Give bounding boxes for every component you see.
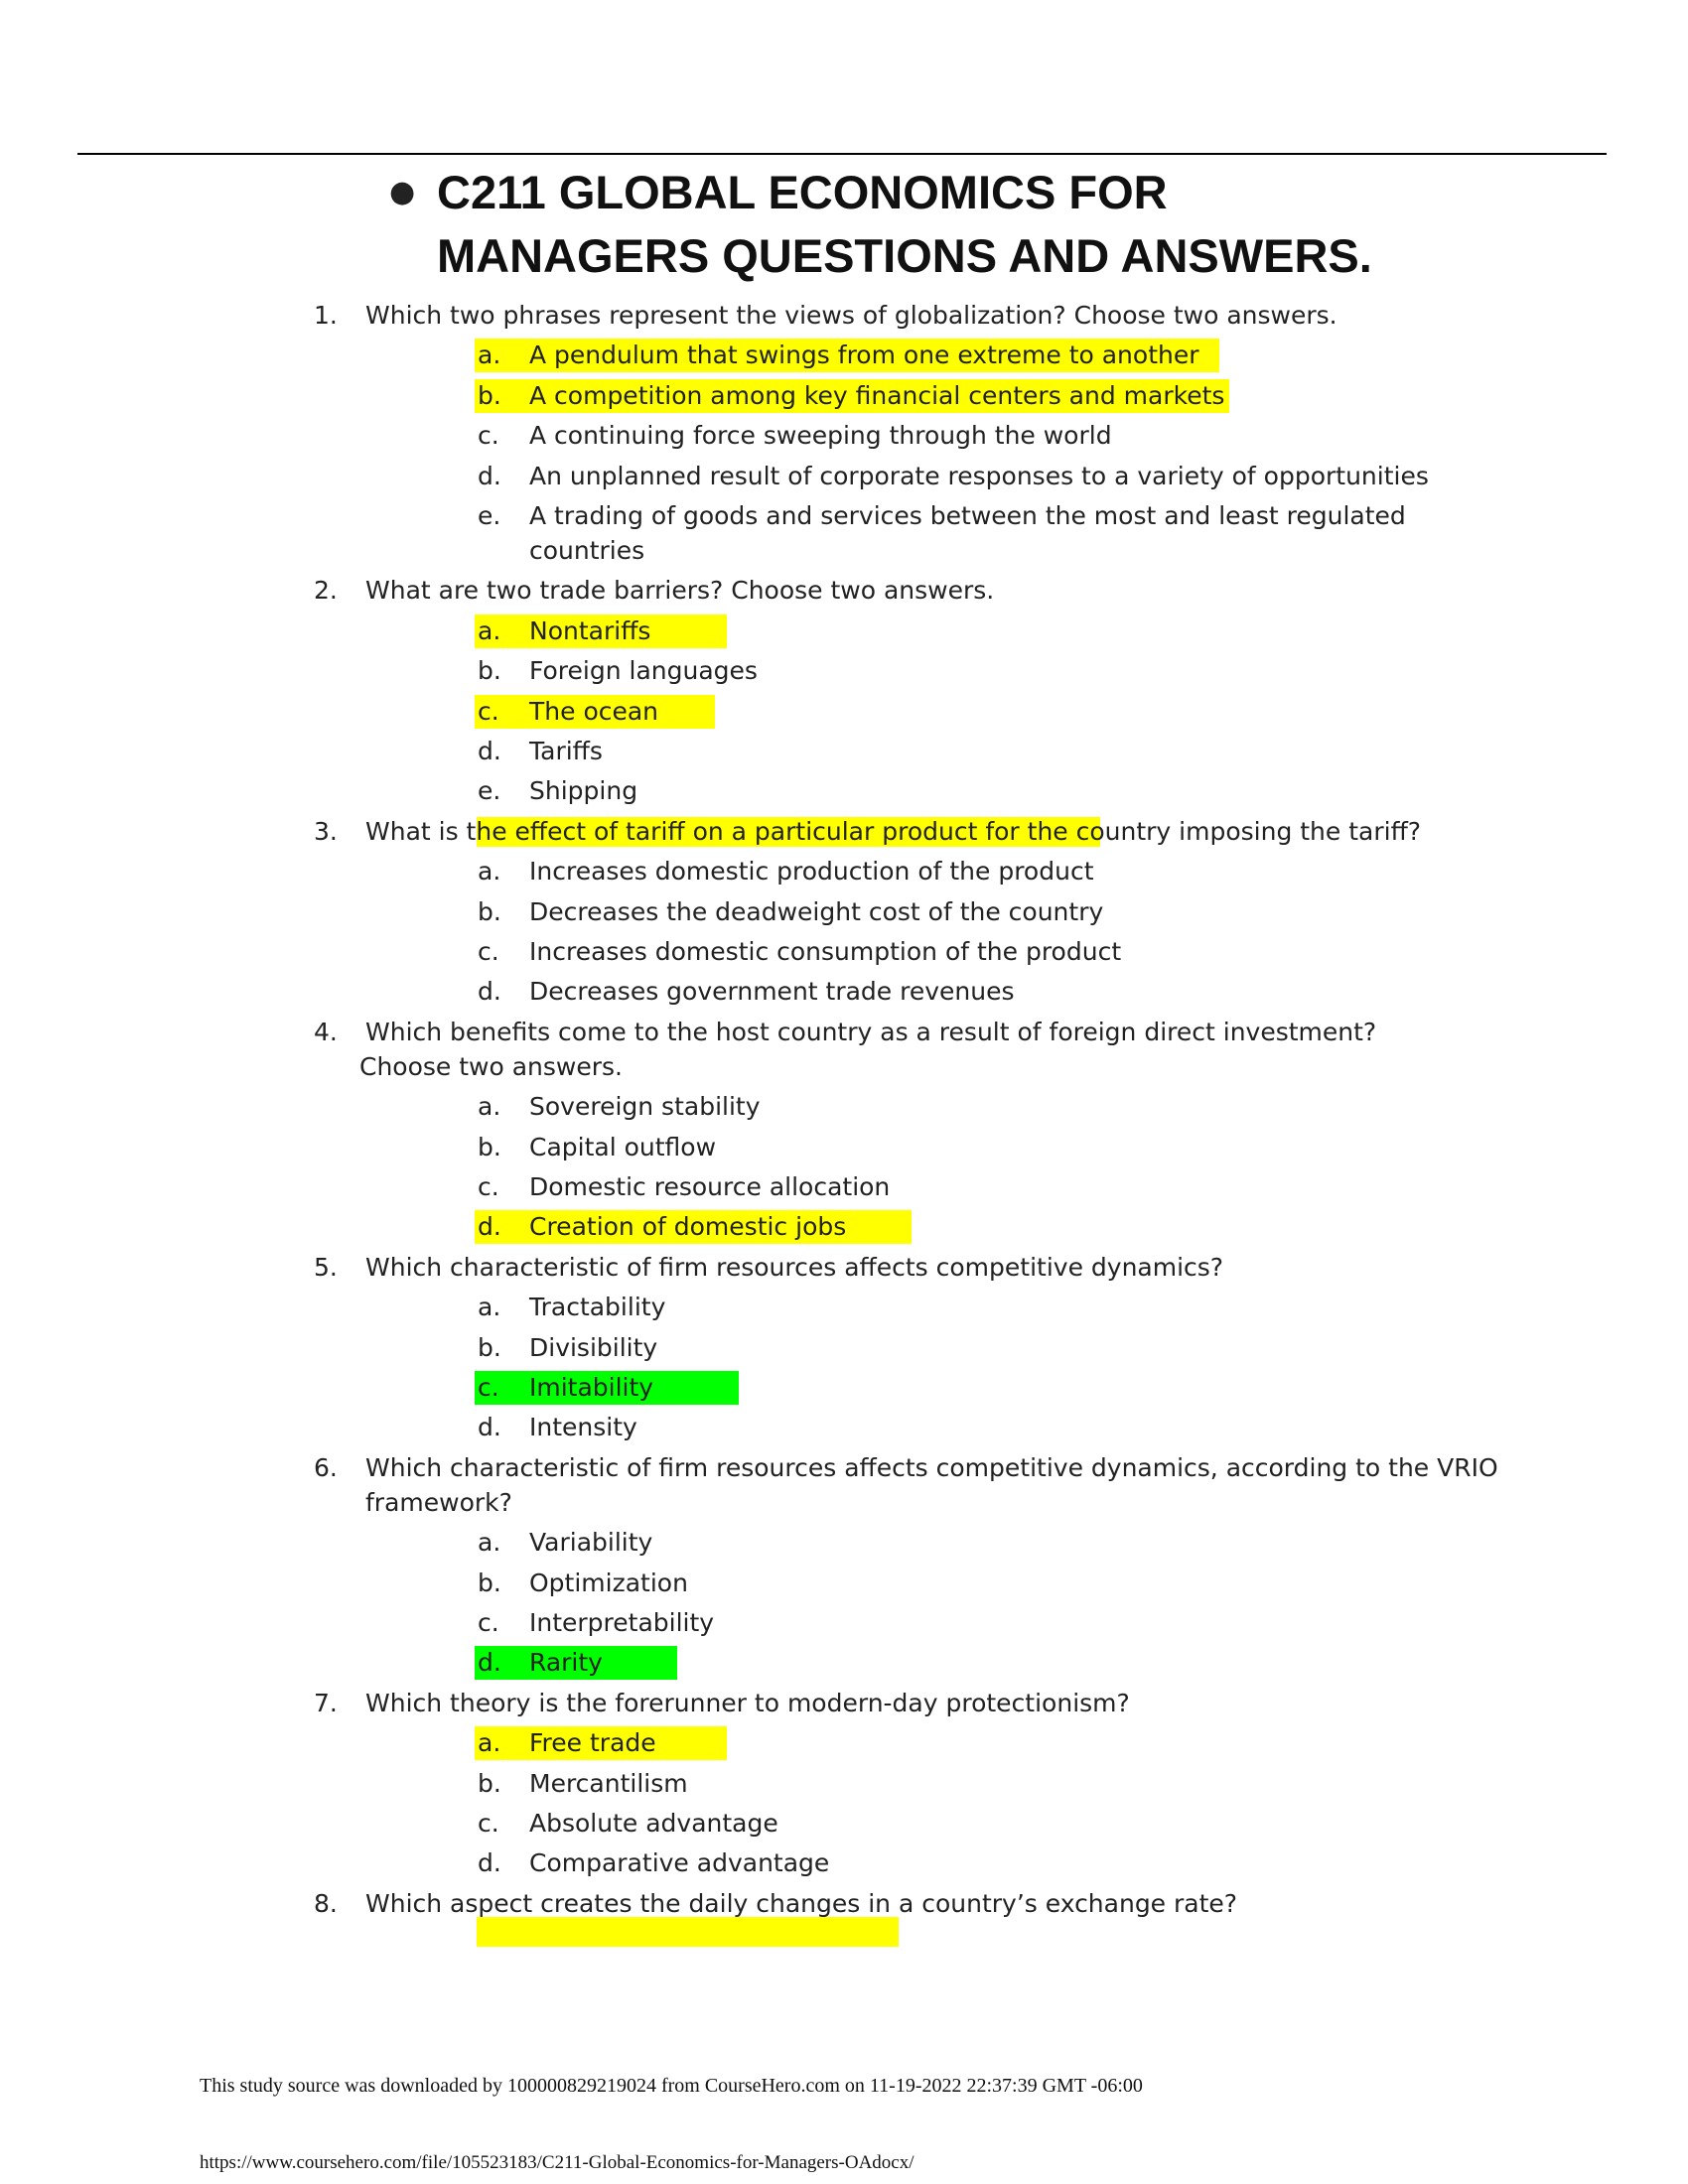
option-letter: a. xyxy=(478,615,501,645)
source-url[interactable]: https://www.coursehero.com/file/105523183/C211-Global-Economics-for-Managers-OAdocx/ xyxy=(200,2152,914,2173)
option-letter: d. xyxy=(478,1848,501,1878)
option-letter: d. xyxy=(478,1413,501,1442)
title-line-2: MANAGERS QUESTIONS AND ANSWERS. xyxy=(437,229,1372,282)
question-text: Which characteristic of firm resources affects competitive dynamics? xyxy=(365,1252,1224,1282)
option-letter: d. xyxy=(478,461,501,490)
option-letter: b. xyxy=(478,1568,501,1597)
option-letter: c. xyxy=(478,1373,499,1402)
option-text: Rarity xyxy=(529,1648,603,1678)
option-text: A continuing force sweeping through the world xyxy=(529,421,1112,451)
option-letter: c. xyxy=(478,1172,499,1201)
option-letter: a. xyxy=(478,1092,501,1122)
option-text: Nontariffs xyxy=(529,615,651,645)
option-text: The ocean xyxy=(529,696,659,726)
option-letter: a. xyxy=(478,1728,501,1758)
option-text: Imitability xyxy=(529,1373,654,1402)
option-text: Domestic resource allocation xyxy=(529,1172,891,1201)
document-title xyxy=(437,161,1589,288)
option-text: Variability xyxy=(529,1528,653,1558)
option-letter: b. xyxy=(478,380,501,410)
option-text: Tractability xyxy=(529,1293,666,1322)
question-number: 8. xyxy=(314,1888,338,1918)
option-letter: c. xyxy=(478,696,499,726)
option-text: Sovereign stability xyxy=(529,1092,761,1122)
option-text: Creation of domestic jobs xyxy=(529,1212,847,1242)
question-text: Which characteristic of firm resources affects competitive dynamics, according to the VRIO xyxy=(365,1452,1498,1482)
option-letter: b. xyxy=(478,656,501,686)
option-letter: b. xyxy=(478,1132,501,1161)
option-text: Increases domestic production of the product xyxy=(529,857,1094,887)
option-letter: c. xyxy=(478,421,499,451)
option-text: A competition among key financial centers and markets xyxy=(529,380,1225,410)
question-number: 3. xyxy=(314,816,338,846)
header-rule xyxy=(77,153,1607,155)
question-highlight xyxy=(477,1917,899,1947)
option-text: An unplanned result of corporate responses to a variety of opportunities xyxy=(529,461,1429,490)
option-text: Comparative advantage xyxy=(529,1848,830,1878)
question-text: framework? xyxy=(365,1487,512,1517)
question-text: Which aspect creates the daily changes in a country’s exchange rate? xyxy=(365,1888,1238,1918)
option-letter: a. xyxy=(478,341,501,370)
option-letter: a. xyxy=(478,1528,501,1558)
option-letter: c. xyxy=(478,937,499,966)
option-text: Shipping xyxy=(529,776,638,806)
option-text: Decreases government trade revenues xyxy=(529,977,1015,1007)
option-letter: a. xyxy=(478,1293,501,1322)
option-text: A pendulum that swings from one extreme to another xyxy=(529,341,1199,370)
option-text: Increases domestic consumption of the product xyxy=(529,937,1122,966)
question-number: 7. xyxy=(314,1688,338,1717)
option-text: Interpretability xyxy=(529,1608,715,1637)
question-number: 1. xyxy=(314,301,338,330)
question-text: Which two phrases represent the views of globalization? Choose two answers. xyxy=(365,301,1337,330)
question-text: Which benefits come to the host country as a result of foreign direct investment? xyxy=(365,1017,1377,1046)
option-text: Foreign languages xyxy=(529,656,758,686)
option-text: Absolute advantage xyxy=(529,1809,778,1838)
question-number: 5. xyxy=(314,1252,338,1282)
question-text: What is the effect of tariff on a particular product for the country imposing the tariff? xyxy=(365,816,1422,846)
option-letter: c. xyxy=(478,1809,499,1838)
option-text: countries xyxy=(529,536,645,565)
title-bullet: ● xyxy=(389,175,416,209)
question-number: 4. xyxy=(314,1017,338,1046)
option-letter: a. xyxy=(478,857,501,887)
download-note: This study source was downloaded by 100000829219024 from CourseHero.com on 11-19-2022 22:37:39 GMT -06:00 xyxy=(200,2075,1143,2097)
option-letter: d. xyxy=(478,1212,501,1242)
option-letter: e. xyxy=(478,501,501,530)
option-text: A trading of goods and services between the most and least regulated xyxy=(529,501,1406,530)
question-number: 6. xyxy=(314,1452,338,1482)
option-letter: b. xyxy=(478,1332,501,1362)
question-text: Choose two answers. xyxy=(359,1051,624,1081)
option-letter: d. xyxy=(478,1648,501,1678)
option-letter: e. xyxy=(478,776,501,806)
option-text: Mercantilism xyxy=(529,1768,688,1798)
option-text: Optimization xyxy=(529,1568,688,1597)
option-letter: c. xyxy=(478,1608,499,1637)
option-letter: d. xyxy=(478,737,501,765)
option-text: Tariffs xyxy=(529,737,603,765)
option-text: Decreases the deadweight cost of the country xyxy=(529,896,1104,926)
title-line-1: C211 GLOBAL ECONOMICS FOR xyxy=(437,166,1168,218)
option-text: Capital outflow xyxy=(529,1132,717,1161)
option-letter: d. xyxy=(478,977,501,1007)
option-text: Divisibility xyxy=(529,1332,658,1362)
option-text: Free trade xyxy=(529,1728,656,1758)
question-text: Which theory is the forerunner to modern-day protectionism? xyxy=(365,1688,1130,1717)
question-number: 2. xyxy=(314,576,338,606)
option-letter: b. xyxy=(478,896,501,926)
question-text: What are two trade barriers? Choose two answers. xyxy=(365,576,995,606)
option-letter: b. xyxy=(478,1768,501,1798)
option-text: Intensity xyxy=(529,1413,637,1442)
